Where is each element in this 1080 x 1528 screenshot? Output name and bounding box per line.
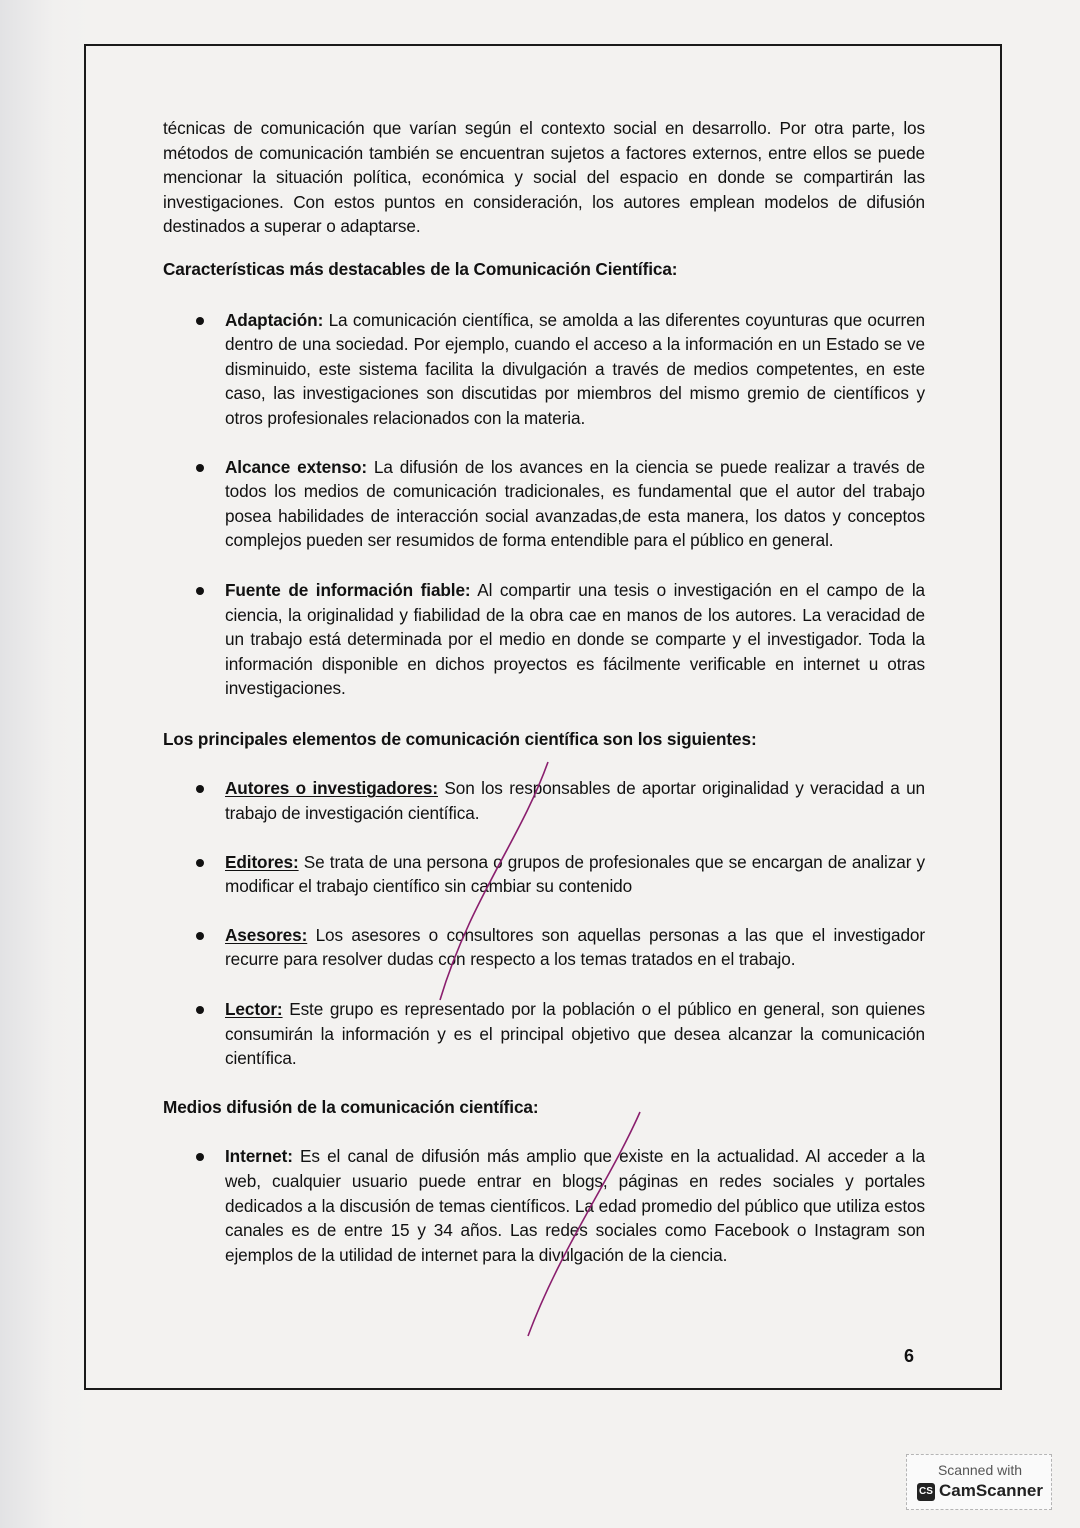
description: La difusión de los avances en la ciencia se puede realizar a través de todos los medios de comunicación tradicionales, es fundamental que el autor del trabajo posea habilidades de interacción social avanzadas,de esta manera, los datos y conceptos complejos pueden ser resumidos de forma entendible para el público en general. (225, 456, 926, 551)
term: Lector: (225, 999, 283, 1020)
term: Fuente de información fiable: (225, 579, 471, 600)
description: Se trata de una persona o grupos de profesionales que se encargan de analizar y modificar el trabajo científico sin cambiar su contenido (225, 851, 925, 897)
description: Es el canal de difusión más amplio que existe en la actualidad. Al acceder a la web, cualquier usuario puede entrar en blogs, páginas en redes sociales y portales dedicados a la discusión de temas científicos. La edad promedio del público que utiliza estos canales es de entre 15 y 34 años. Las redes sociales como Facebook o Instagram son ejemplos de la utilidad de internet para la divulgación de la ciencia. (225, 1146, 925, 1265)
bullet-icon (196, 317, 204, 325)
elements-list (163, 776, 925, 1070)
intro-paragraph: técnicas de comunicación que varían según el contexto social en desarrollo. Por otra parte, los métodos de comunicación también se encuentran sujetos a factores externos, entre ellos se puede mencionar la situación política, económica y social del espacio en donde se compartirán las investigaciones. Con estos puntos en consideración, los autores emplean modelos de difusión destinados a superar o adaptarse. (163, 118, 925, 237)
bullet-icon (196, 1153, 204, 1161)
term: Autores o investigadores: (225, 778, 438, 799)
bullet-icon (196, 1006, 204, 1014)
list-item (163, 850, 925, 899)
paper-edge (0, 0, 90, 1528)
list-item (163, 1144, 925, 1267)
section-heading-elements: Los principales elementos de comunicación científica son los siguientes: (163, 728, 757, 749)
term: Internet: (225, 1146, 293, 1167)
list-item (163, 578, 925, 701)
scanner-watermark (906, 1454, 1052, 1510)
page-number: 6 (904, 1346, 915, 1366)
description: Son los responsables de aportar originalidad y veracidad a un trabajo de investigación científica. (225, 778, 925, 824)
bullet-icon (196, 859, 204, 867)
document-body (163, 116, 925, 1267)
description: Este grupo es representado por la población o el público en general, son quienes consumirán la información y es el principal objetivo que desea alcanzar la comunicación científica. (225, 999, 925, 1069)
list-item (163, 455, 925, 553)
section-heading-media: Medios difusión de la comunicación científica: (163, 1096, 539, 1117)
description: Al compartir una tesis o investigación en el campo de la ciencia, la originalidad y fiabilidad de la obra cae en manos de los autores. La veracidad de un trabajo está determinada por el medio en donde se comparte y el investigador. Toda la información disponible en dichos proyectos es fácilmente verificable en internet u otras investigaciones. (225, 579, 925, 699)
watermark-caption: Scanned with (937, 1462, 1023, 1478)
list-item (163, 308, 925, 431)
media-list (163, 1144, 925, 1267)
description: La comunicación científica, se amolda a las diferentes coyunturas que ocurren dentro de una sociedad. Por ejemplo, cuando el acceso a la información en un Estado se ve disminuido, este sistema facilita la divulgación a través de medios competentes, en este caso, las investigaciones son discutidas por miembros del mismo gremio de científicos y otros profesionales relacionados con la materia. (225, 309, 925, 428)
watermark-brand: CamScanner (939, 1481, 1043, 1500)
bullet-icon (196, 464, 204, 472)
characteristics-list (163, 308, 925, 701)
description: Los asesores o consultores son aquellas personas a las que el investigador recurre para resolver dudas con respecto a los temas tratados en el trabajo. (225, 924, 925, 970)
bullet-icon (196, 785, 204, 793)
term: Asesores: (225, 924, 308, 945)
term: Editores: (225, 851, 299, 872)
bullet-icon (196, 932, 204, 940)
section-heading-characteristics: Características más destacables de la Comunicación Científica: (163, 258, 678, 279)
list-item (163, 923, 925, 972)
term: Adaptación: (225, 309, 324, 330)
camscanner-logo-icon: CS (917, 1483, 935, 1501)
term: Alcance extenso: (225, 456, 367, 477)
list-item (163, 776, 925, 825)
list-item (163, 997, 925, 1071)
bullet-icon (196, 587, 204, 595)
